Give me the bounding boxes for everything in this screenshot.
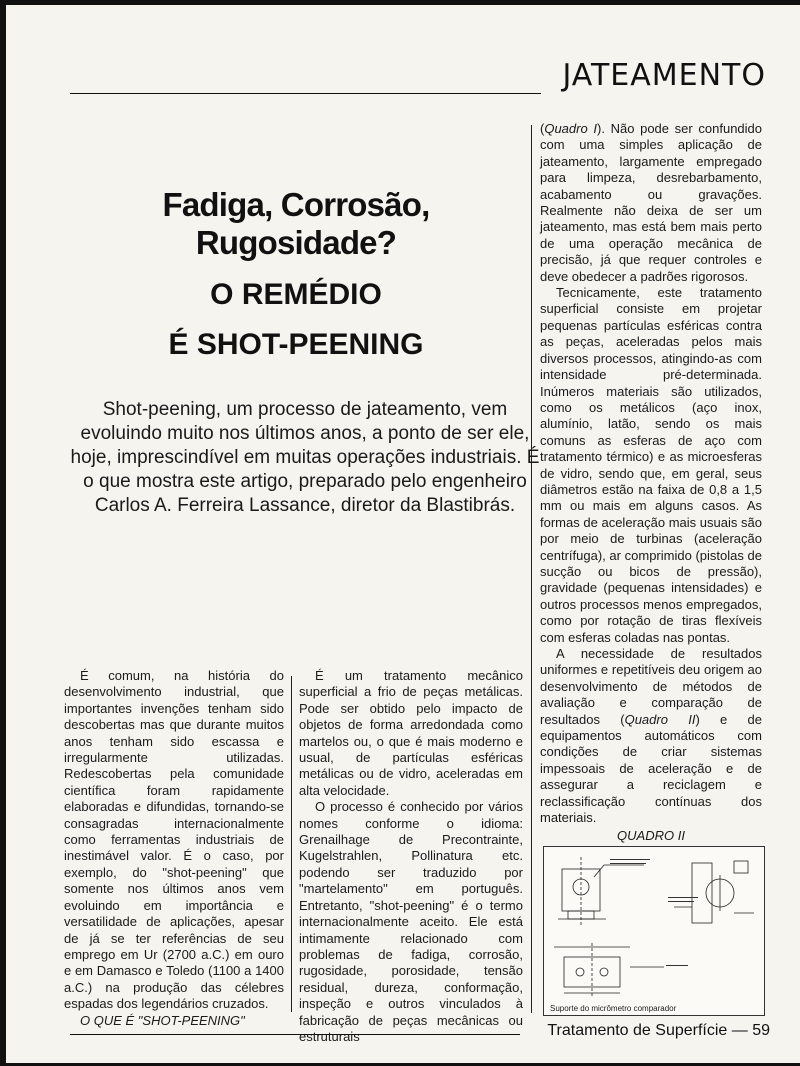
body-column-3 [540, 121, 762, 826]
section-title: JATEAMENTO [562, 58, 766, 93]
column1-subhead: O QUE É "SHOT-PEENING" [80, 1012, 245, 1028]
column-divider-left [291, 676, 292, 1012]
column3-paragraph-1-text: ). Não pode ser confundido com uma simples aplicação de jateamento, largamente empregado para limpeza, desrebarbamento, acabamento ou gravações. Realmente não deixa de ser um jateamento, mas está bem mais perto de uma operação mecânica de precisão, já que requer controles e deve obedecer a padrões rigorosos. [540, 121, 762, 284]
body-column-1 [64, 668, 284, 1029]
quadro-i-ref: Quadro I [544, 121, 597, 136]
header-rule [70, 93, 541, 94]
column3-paragraph-2: Tecnicamente, este tratamento superficial consiste em projetar pequenas partículas esféricas contra as peças, aceleradas pelos mais diversos processos, atingindo-as com intensidade pré-determinada. Inúmeros materiais são utilizados, como os metálicos (aço inox, alumínio, latão, sendo os mais comuns as esferas de aço com tratamento térmico) e as microesferas de vidro, sendo que, em geral, seus diâmetros estão na faixa de 0,8 a 1,5 mm ou mais em alguns casos. As formas de aceleração mais usuais são por meio de turbinas (aceleração centrífuga), ar comprimido (pistolas de sucção ou bicos de pressão), gravidade (pequenas intensidades) e outros processos menos empregados, como por rotação de tiras flexíveis com esferas coladas nas pontas. [540, 285, 762, 645]
footer-rule [70, 1034, 520, 1035]
headline-shot-peening: É SHOT-PEENING [168, 328, 424, 361]
micrometer-body [692, 863, 712, 923]
column3-paragraph-3-b: ) e de equipamentos automáticos com condições de criar sistemas impessoais de aceleração e de assegurar a reciclagem e reclassificação contínuas dos materiais. [540, 711, 762, 826]
body-column-2 [299, 668, 523, 1045]
column3-paragraph-3-a: A necessidade de resultados uniformes e repetitíveis deu origem ao desenvolvimento de métodos de avaliação e comparação de resultados ( [540, 646, 762, 727]
technical-drawing [543, 846, 765, 1016]
lede-paragraph: Shot-peening, um processo de jateamento, vem evoluindo muito nos últimos anos, a ponto de ser ele, hoje, imprescindível em muitas operações industriais. É o que mostra este artigo, preparado pelo engenheiro Carlos A. Ferreira Lassance, diretor da Blastibrás. [70, 399, 540, 516]
footer-page-label: Tratamento de Superfície — 59 [547, 1022, 770, 1039]
figure-caption: Suporte do micrômetro comparador [550, 1004, 677, 1013]
plan-block [564, 957, 620, 987]
column3-paragraph-1: (Quadro I). Não pode ser confundido com uma simples aplicação de jateamento, largamente empregado para limpeza, desrebarbamento, acabamento ou gravações. Realmente não deixa de ser um jateamento, mas está bem mais perto de uma operação mecânica de precisão, já que requer controles e deve obedecer a padrões rigorosos. [540, 121, 762, 284]
column3-paragraph-3 [540, 646, 762, 826]
headline-remedy: O REMÉDIO [210, 278, 382, 311]
quadro-ii-ref: Quadro II [624, 711, 696, 727]
column2-paragraph-1: É um tratamento mecânico superficial a frio de peças metálicas. Pode ser obtido pelo impacto de objetos de forma arredondada como martelos ou, o que é mais moderno e usual, de partículas esféricas metálicas ou de vidro, aceleradas em alta velocidade. [299, 668, 523, 798]
section-header [70, 58, 766, 98]
headline-question: Fadiga, Corrosão, Rugosidade? [162, 186, 430, 261]
drawing-svg [544, 847, 764, 1015]
figure-title: QUADRO II [617, 828, 685, 843]
column2-paragraph-2: O processo é conhecido por vários nomes conforme o idioma: Grenailhage de Precontrainte, Kugelstrahlen, Pollinatura etc. podendo ser traduzido por "martelamento" em português. Entretanto, "shot-peening" é o termo internacionalmente aceito. Ele está intimamente relacionado com problemas de fadiga, corrosão, rugosidade, porosidade, tensão residual, dureza, conformação, inspeção e outros vinculados à fabricação de peças mecânicas ou estruturais [299, 799, 523, 1044]
column1-paragraph: É comum, na história do desenvolvimento industrial, que importantes invenções tenham sido descobertas mas que durante muitos anos tenham sido escassa e irregularmente utilizadas. Redescobertas pela comunidade científica foram rapidamente elaboradas e difundidas, tornando-se consagradas internacionalmente como ferramentas industriais de inestimável valor. É o caso, por exemplo, do "shot-peening" que somente nos últimos anos vem evoluindo em importância e versatilidade de aplicações, apesar de já se ter referências de seu emprego em Ur (2700 a.C.) em ouro e em Damasco e Toledo (1100 a 1400 a.C.) na produção das célebres espadas dos legendários cruzados. [64, 668, 284, 1012]
